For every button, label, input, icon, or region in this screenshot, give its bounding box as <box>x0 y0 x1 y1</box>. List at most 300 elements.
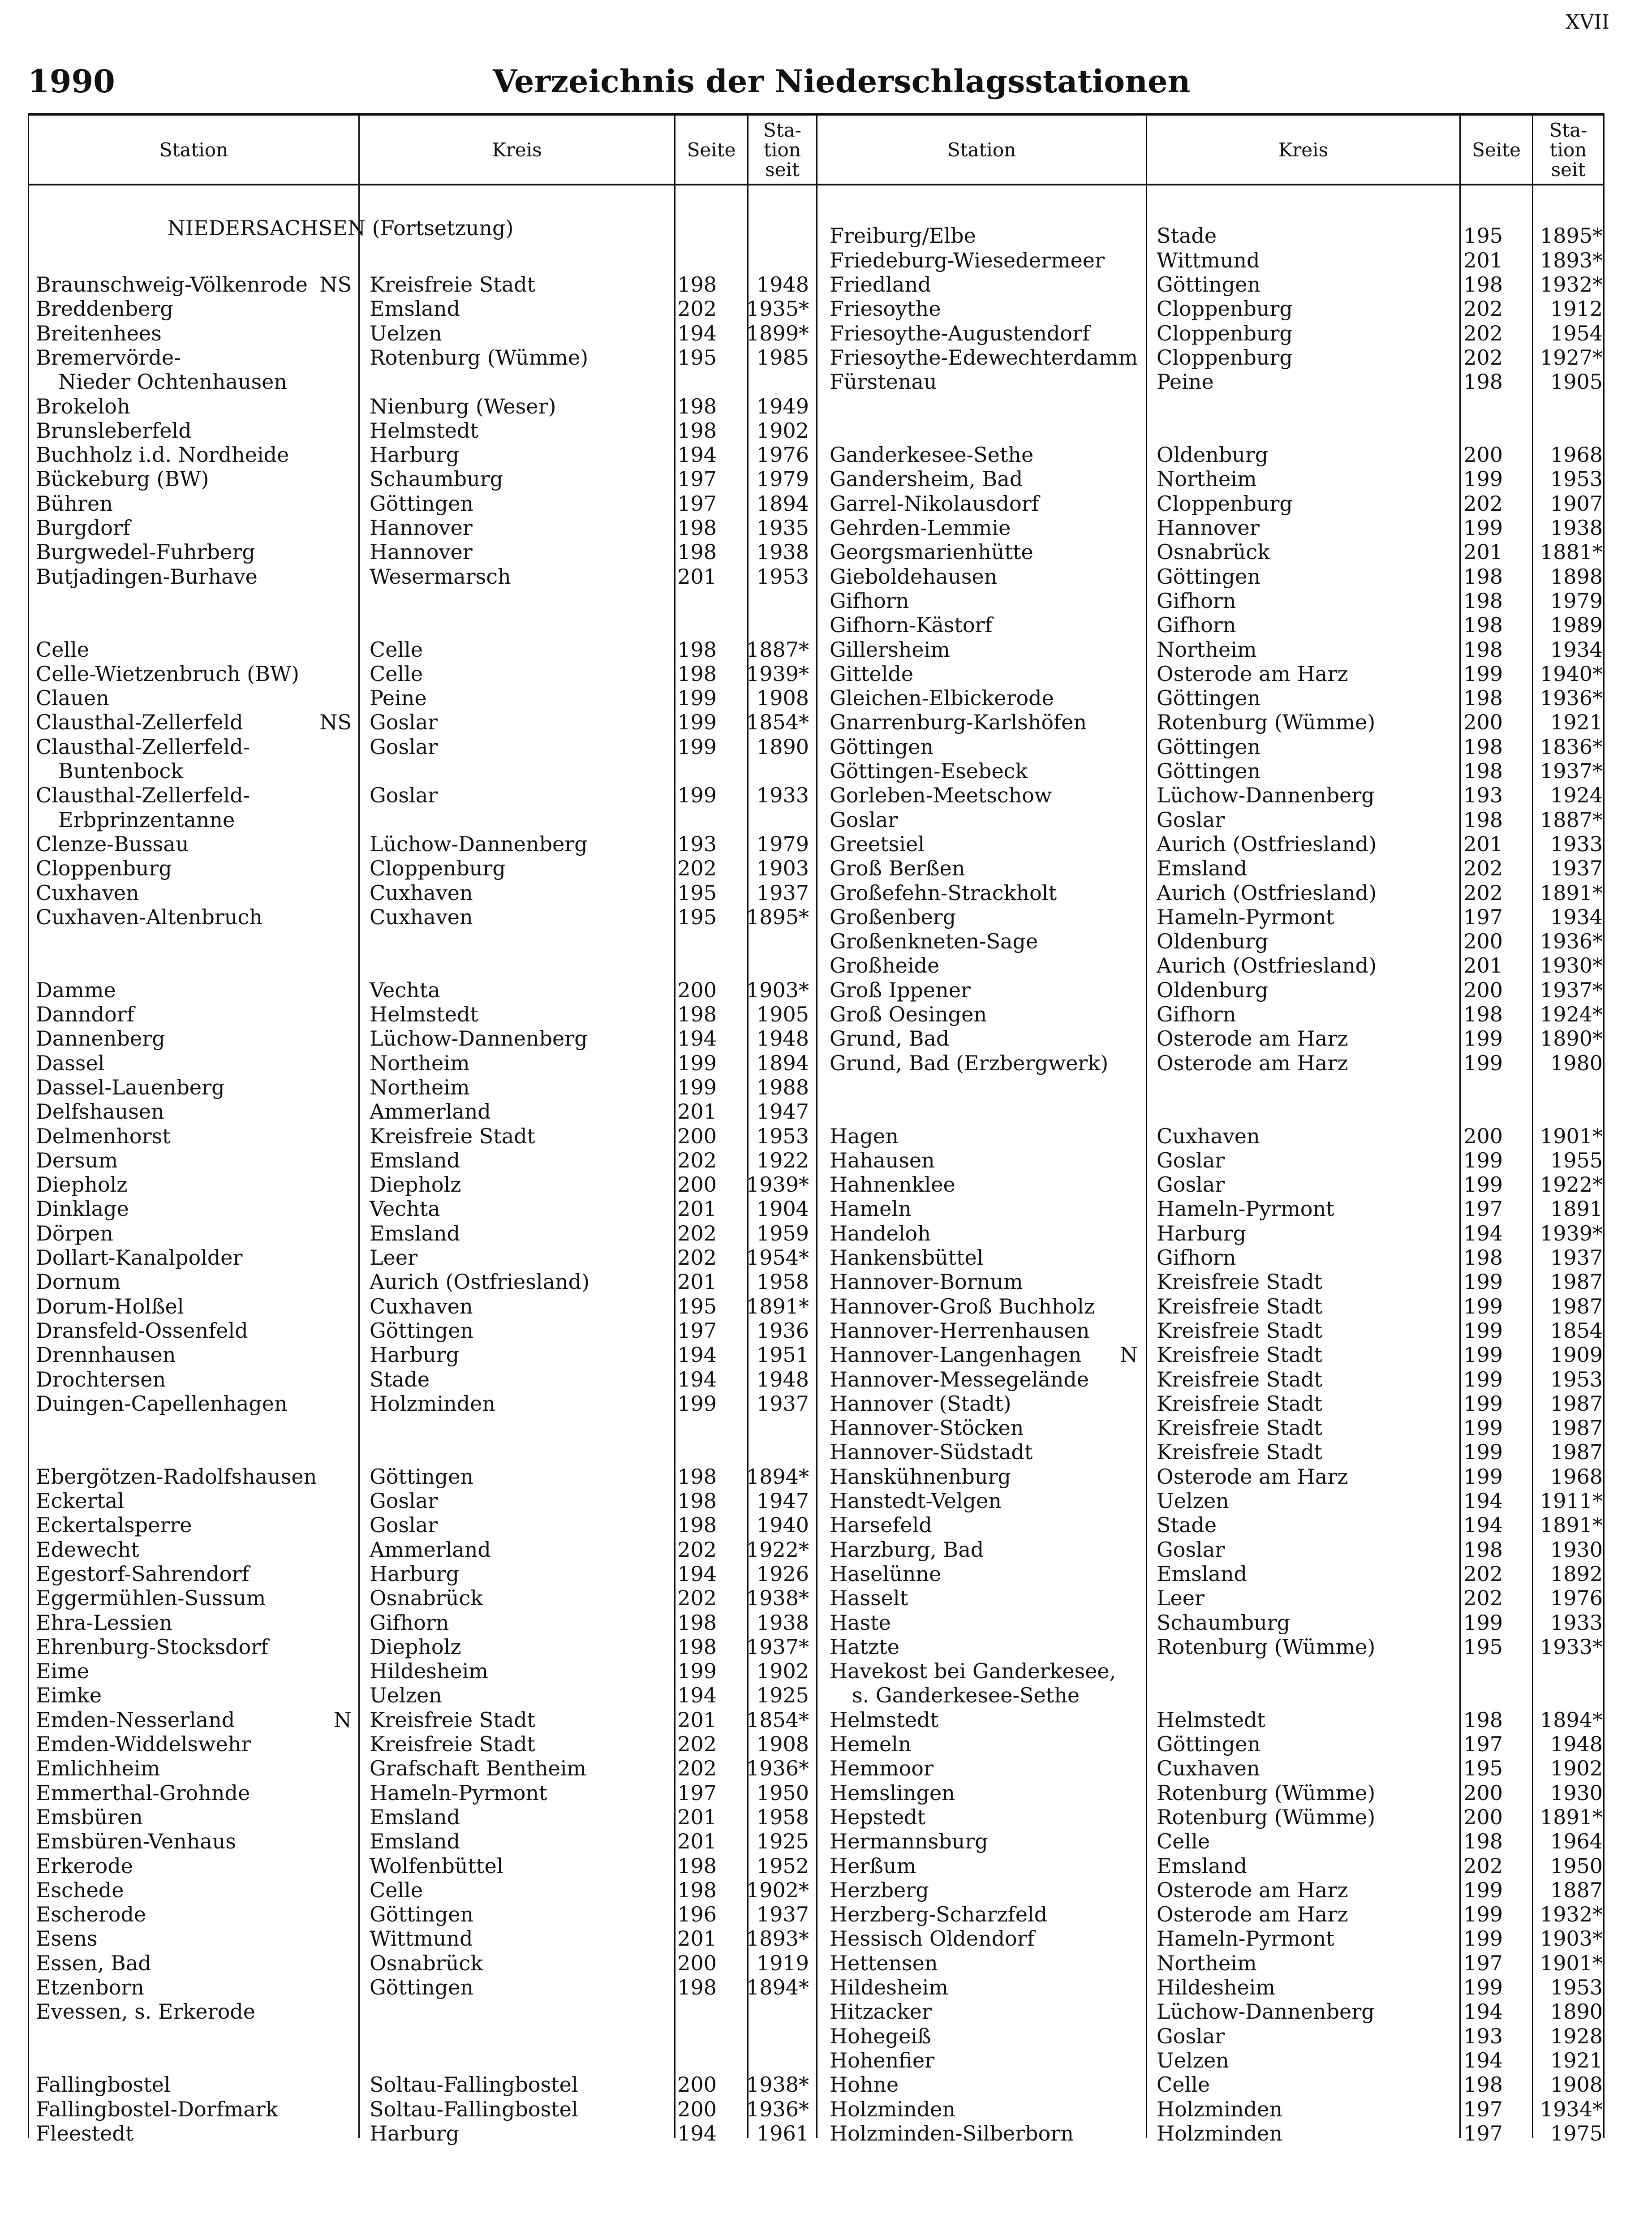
station-since: 1933 <box>1550 831 1603 856</box>
seite-number: 197 <box>1463 905 1503 929</box>
kreis-name: Emsland <box>1157 856 1248 881</box>
station-name: Hanstedt-Velgen <box>830 1489 1002 1513</box>
kreis-name: Goslar <box>370 1489 438 1513</box>
kreis-name: Uelzen <box>1157 1489 1229 1513</box>
table-row <box>0 881 1652 905</box>
seite-number: 194 <box>677 1367 717 1391</box>
station-name: Emmerthal-Grohnde <box>36 1780 250 1805</box>
station-since: 1894 <box>756 491 809 516</box>
station-since: 1893* <box>1540 248 1603 272</box>
kreis-name: Osterode am Harz <box>1157 661 1348 686</box>
kreis-name: Osnabrück <box>1157 540 1270 564</box>
station-since: 1938* <box>746 2072 809 2097</box>
table-row <box>0 783 1652 807</box>
header-seite-right: Seite <box>1472 139 1521 161</box>
seite-number: 198 <box>677 540 717 564</box>
station-since: 1892 <box>1550 1561 1603 1586</box>
station-since: 1987 <box>1550 1440 1603 1465</box>
station-since: 1937 <box>756 1902 809 1927</box>
station-since: 1979 <box>756 831 809 856</box>
kreis-name: Kreisfreie Stadt <box>1157 1416 1323 1440</box>
station-since: 1887* <box>1540 807 1603 832</box>
station-since: 1890 <box>756 734 809 759</box>
seite-number: 202 <box>677 856 717 881</box>
header-station-seit-line1: Sta- <box>1549 119 1587 141</box>
seite-number: 197 <box>677 491 717 516</box>
station-since: 1891* <box>1540 1805 1603 1829</box>
station-since: 1938* <box>746 1586 809 1611</box>
station-since: 1937* <box>1540 759 1603 783</box>
station-name: Hepstedt <box>830 1805 926 1829</box>
kreis-name: Gifhorn <box>370 1610 449 1635</box>
seite-number: 199 <box>1463 661 1503 686</box>
kreis-name: Hannover <box>370 516 473 540</box>
station-since: 1988 <box>756 1075 809 1099</box>
kreis-name: Harburg <box>370 2121 460 2145</box>
header-seite-left: Seite <box>687 139 736 161</box>
station-name: Hatzte <box>830 1634 899 1659</box>
station-since: 1891* <box>1540 1513 1603 1538</box>
seite-number: 198 <box>1463 588 1503 613</box>
station-name: Breitenhees <box>36 321 162 345</box>
seite-number: 197 <box>1463 1732 1503 1756</box>
station-name: Friesoythe-Edewechterdamm <box>830 345 1138 370</box>
header-station-right: Station <box>947 139 1016 161</box>
kreis-name: Hildesheim <box>370 1659 488 1684</box>
station-since: 1953 <box>756 1124 809 1148</box>
table-row <box>0 491 1652 516</box>
kreis-name: Göttingen <box>1157 272 1261 297</box>
seite-number: 200 <box>677 2072 717 2097</box>
seite-number: 200 <box>1463 1124 1503 1148</box>
station-name: Haste <box>830 1610 891 1635</box>
seite-number: 202 <box>1463 1586 1503 1611</box>
station-since: 1948 <box>1550 1732 1603 1756</box>
station-name: Dollart-Kanalpolder <box>36 1245 243 1270</box>
table-row <box>0 929 1652 953</box>
seite-number: 202 <box>677 1756 717 1781</box>
kreis-name: Helmstedt <box>370 1002 478 1026</box>
kreis-name: Cloppenburg <box>1157 297 1293 321</box>
station-name: Hanskühnenburg <box>830 1464 1011 1489</box>
seite-number: 200 <box>677 1172 717 1197</box>
station-since: 1954* <box>746 1245 809 1270</box>
seite-number: 193 <box>1463 783 1503 808</box>
station-since: 1924* <box>1540 1002 1603 1026</box>
header-kreis-left: Kreis <box>492 139 542 161</box>
kreis-name: Hannover <box>370 540 473 564</box>
station-name: Duingen-Capellenhagen <box>36 1391 288 1416</box>
station-since: 1958 <box>756 1805 809 1829</box>
seite-number: 202 <box>677 1221 717 1245</box>
kreis-name: Cuxhaven <box>370 880 473 905</box>
station-since: 1854* <box>746 710 809 735</box>
station-name: Herzberg-Scharzfeld <box>830 1902 1048 1927</box>
station-since: 1976 <box>1550 1586 1603 1611</box>
kreis-name: Gifhorn <box>1157 588 1236 613</box>
station-name: Fleestedt <box>36 2121 134 2145</box>
station-mark: NS <box>319 710 352 735</box>
seite-number: 202 <box>1463 856 1503 881</box>
table-row <box>0 1318 1652 1343</box>
kreis-name: Hameln-Pyrmont <box>1157 905 1334 929</box>
station-name: Georgsmarienhütte <box>830 540 1033 564</box>
kreis-name: Rotenburg (Wümme) <box>370 345 589 370</box>
kreis-name: Rotenburg (Wümme) <box>1157 1634 1376 1659</box>
header-station-seit-line2: tion <box>764 139 801 161</box>
seite-number: 195 <box>1463 224 1503 248</box>
table-row <box>0 2121 1652 2145</box>
station-since: 1935* <box>746 297 809 321</box>
table-row <box>0 735 1652 759</box>
station-name: Hameln <box>830 1197 912 1221</box>
station-name: Braunschweig-Völkenrode <box>36 272 308 297</box>
kreis-name: Cloppenburg <box>1157 345 1293 370</box>
kreis-name: Uelzen <box>1157 2048 1229 2072</box>
kreis-name: Kreisfreie Stadt <box>370 1732 536 1756</box>
station-since: 1933* <box>1540 1634 1603 1659</box>
seite-number: 199 <box>1463 1610 1503 1635</box>
seite-number: 198 <box>677 1513 717 1538</box>
station-since: 1987 <box>1550 1416 1603 1440</box>
kreis-name: Rotenburg (Wümme) <box>1157 1805 1376 1829</box>
seite-number: 198 <box>677 1464 717 1489</box>
seite-number: 199 <box>1463 1294 1503 1318</box>
kreis-name: Cuxhaven <box>1157 1124 1260 1148</box>
station-since: 1887* <box>746 637 809 662</box>
station-since: 1980 <box>1550 1051 1603 1075</box>
station-name: Cloppenburg <box>36 856 172 881</box>
kreis-name: Hildesheim <box>1157 1975 1275 1999</box>
kreis-name: Kreisfreie Stadt <box>1157 1343 1323 1367</box>
table-row <box>0 2072 1652 2097</box>
station-since: 1854 <box>1550 1318 1603 1343</box>
table-row <box>0 443 1652 467</box>
station-since: 1947 <box>756 1489 809 1513</box>
table-row <box>0 516 1652 540</box>
station-since: 1928 <box>1550 2024 1603 2048</box>
kreis-name: Schaumburg <box>1157 1610 1291 1635</box>
table-row <box>0 686 1652 710</box>
table-row <box>0 638 1652 662</box>
table-row <box>0 1124 1652 1148</box>
seite-number: 200 <box>677 2097 717 2121</box>
station-name: Herzberg <box>830 1878 929 1902</box>
station-name: Friesoythe <box>830 297 941 321</box>
kreis-name: Aurich (Ostfriesland) <box>1157 831 1377 856</box>
station-since: 1927* <box>1540 345 1603 370</box>
kreis-name: Celle <box>1157 2072 1210 2097</box>
seite-number: 201 <box>1463 248 1503 272</box>
seite-number: 198 <box>677 418 717 443</box>
station-since: 1909 <box>1550 1343 1603 1367</box>
seite-number: 198 <box>1463 1537 1503 1562</box>
station-since: 1902 <box>1550 1756 1603 1781</box>
kreis-name: Helmstedt <box>1157 1707 1265 1732</box>
table-row <box>0 1683 1652 1707</box>
kreis-name: Kreisfreie Stadt <box>1157 1367 1323 1391</box>
kreis-name: Soltau-Fallingbostel <box>370 2097 578 2121</box>
year: 1990 <box>28 63 115 100</box>
station-name: Hannover (Stadt) <box>830 1391 1011 1416</box>
table-row <box>0 370 1652 394</box>
kreis-name: Helmstedt <box>370 418 478 443</box>
station-name: Eschede <box>36 1878 124 1902</box>
seite-number: 202 <box>1463 1853 1503 1878</box>
kreis-name: Holzminden <box>1157 2121 1283 2145</box>
station-since: 1902* <box>746 1878 809 1902</box>
table-row <box>0 224 1652 248</box>
station-since: 1907 <box>1550 491 1603 516</box>
station-since: 1985 <box>756 345 809 370</box>
table-row <box>0 1611 1652 1635</box>
header-station-seit-line3: seit <box>1551 159 1586 181</box>
seite-number: 200 <box>1463 978 1503 1002</box>
station-since: 1979 <box>1550 588 1603 613</box>
station-since: 1939* <box>746 661 809 686</box>
seite-number: 198 <box>677 516 717 540</box>
table-row <box>0 1343 1652 1367</box>
station-since: 1904 <box>756 1197 809 1221</box>
seite-number: 198 <box>1463 2072 1503 2097</box>
kreis-name: Oldenburg <box>1157 929 1269 954</box>
kreis-name: Stade <box>1157 1513 1217 1538</box>
table-row <box>0 1367 1652 1391</box>
station-since: 1940* <box>1540 661 1603 686</box>
station-since: 1919 <box>756 1951 809 1975</box>
table-row <box>0 905 1652 929</box>
station-name: Cuxhaven-Altenbruch <box>36 905 262 929</box>
station-since: 1903 <box>756 856 809 881</box>
kreis-name: Goslar <box>370 783 438 808</box>
station-name: Hitzacker <box>830 1999 932 2024</box>
seite-number: 199 <box>677 1391 717 1416</box>
station-mark: N <box>333 1707 352 1732</box>
seite-number: 198 <box>1463 759 1503 783</box>
seite-number: 194 <box>677 1026 717 1051</box>
station-since: 1890 <box>1550 1999 1603 2024</box>
kreis-name: Gifhorn <box>1157 1245 1236 1270</box>
station-name: Cuxhaven <box>36 880 139 905</box>
station-name: Freiburg/Elbe <box>830 224 976 248</box>
kreis-name: Leer <box>1157 1586 1205 1611</box>
station-since: 1937* <box>746 1634 809 1659</box>
station-name: Delmenhorst <box>36 1124 171 1148</box>
station-since: 1975 <box>1550 2121 1603 2145</box>
table-row <box>0 321 1652 345</box>
station-since: 1953 <box>1550 467 1603 491</box>
seite-number: 198 <box>1463 370 1503 394</box>
seite-number: 197 <box>1463 2121 1503 2145</box>
station-name: Dassel-Lauenberg <box>36 1075 225 1099</box>
station-name: Großefehn-Strackholt <box>830 880 1057 905</box>
station-since: 1881* <box>1540 540 1603 564</box>
kreis-name: Harburg <box>1157 1221 1247 1245</box>
seite-number: 197 <box>677 1780 717 1805</box>
station-name: Eggermühlen-Sussum <box>36 1586 266 1611</box>
station-since: 1937 <box>1550 856 1603 881</box>
seite-number: 200 <box>677 1951 717 1975</box>
station-name: Nieder Ochtenhausen <box>58 370 288 394</box>
station-name: Garrel-Nikolausdorf <box>830 491 1039 516</box>
kreis-name: Osnabrück <box>370 1586 483 1611</box>
kreis-name: Kreisfreie Stadt <box>370 272 536 297</box>
station-since: 1958 <box>756 1270 809 1294</box>
station-since: 1891* <box>746 1294 809 1318</box>
kreis-name: Aurich (Ostfriesland) <box>1157 953 1377 978</box>
table-row <box>0 1221 1652 1245</box>
seite-number: 198 <box>677 1878 717 1902</box>
seite-number: 198 <box>1463 1245 1503 1270</box>
kreis-name: Kreisfreie Stadt <box>1157 1318 1323 1343</box>
seite-number: 193 <box>1463 2024 1503 2048</box>
station-name: Gittelde <box>830 661 914 686</box>
kreis-name: Cloppenburg <box>1157 491 1293 516</box>
kreis-name: Göttingen <box>1157 686 1261 711</box>
seite-number: 198 <box>1463 272 1503 297</box>
table-row <box>0 1756 1652 1780</box>
station-name: Erkerode <box>36 1853 133 1878</box>
seite-number: 198 <box>677 1634 717 1659</box>
station-since: 1902 <box>756 418 809 443</box>
table-row <box>0 1489 1652 1513</box>
station-since: 1932* <box>1540 1902 1603 1927</box>
station-name: Fallingbostel-Dorfmark <box>36 2097 278 2121</box>
station-name: Hasselt <box>830 1586 908 1611</box>
station-name: Hettensen <box>830 1951 938 1975</box>
seite-number: 198 <box>1463 686 1503 711</box>
kreis-name: Goslar <box>1157 2024 1225 2048</box>
kreis-name: Goslar <box>370 1513 438 1538</box>
kreis-name: Osterode am Harz <box>1157 1026 1348 1051</box>
station-name: Hannover-Stöcken <box>830 1416 1024 1440</box>
station-name: Groß Berßen <box>830 856 965 881</box>
station-since: 1953 <box>756 564 809 589</box>
seite-number: 198 <box>677 1002 717 1026</box>
kreis-name: Ammerland <box>370 1099 491 1124</box>
station-name: Bühren <box>36 491 113 516</box>
station-since: 1908 <box>756 686 809 711</box>
station-name: Brokeloh <box>36 394 130 418</box>
table-row <box>0 1513 1652 1537</box>
seite-number: 195 <box>677 880 717 905</box>
station-mark: N <box>1119 1343 1138 1367</box>
station-since: 1933 <box>1550 1610 1603 1635</box>
station-since: 1935 <box>756 516 809 540</box>
seite-number: 200 <box>1463 929 1503 954</box>
station-name: Hohenfier <box>830 2048 935 2072</box>
station-name: Evessen, s. Erkerode <box>36 1999 255 2024</box>
station-name: s. Ganderkesee-Sethe <box>852 1683 1080 1708</box>
kreis-name: Goslar <box>370 734 438 759</box>
table-row <box>0 1465 1652 1489</box>
station-name: Hohne <box>830 2072 899 2097</box>
station-name: Hannover-Bornum <box>830 1270 1023 1294</box>
seite-number: 199 <box>1463 1318 1503 1343</box>
table-row <box>0 1416 1652 1440</box>
station-since: 1894* <box>746 1464 809 1489</box>
station-name: Esens <box>36 1926 98 1951</box>
station-name: Dransfeld-Ossenfeld <box>36 1318 248 1343</box>
station-since: 1905 <box>1550 370 1603 394</box>
station-name: Hessisch Oldendorf <box>830 1926 1035 1951</box>
seite-number: 200 <box>1463 1805 1503 1829</box>
table-row <box>0 1902 1652 1926</box>
kreis-name: Emsland <box>1157 1561 1248 1586</box>
station-name: Diepholz <box>36 1172 128 1197</box>
kreis-name: Aurich (Ostfriesland) <box>370 1270 590 1294</box>
station-name: Hildesheim <box>830 1975 948 1999</box>
station-name: Essen, Bad <box>36 1951 151 1975</box>
header-station-seit-line2: tion <box>1549 139 1587 161</box>
station-name: Danndorf <box>36 1002 134 1026</box>
table-row <box>0 345 1652 370</box>
seite-number: 194 <box>1463 2048 1503 2072</box>
kreis-name: Schaumburg <box>370 467 503 491</box>
table-row <box>0 1586 1652 1610</box>
station-name: Dornum <box>36 1270 121 1294</box>
kreis-name: Wittmund <box>370 1926 473 1951</box>
kreis-name: Nienburg (Weser) <box>370 394 556 418</box>
seite-number: 198 <box>1463 1002 1503 1026</box>
seite-number: 199 <box>1463 1051 1503 1075</box>
station-since: 1934* <box>1540 2097 1603 2121</box>
seite-number: 198 <box>1463 613 1503 638</box>
station-name: Burgwedel-Fuhrberg <box>36 540 255 564</box>
kreis-name: Lüchow-Dannenberg <box>1157 1999 1375 2024</box>
station-name: Drennhausen <box>36 1343 176 1367</box>
kreis-name: Cuxhaven <box>370 905 473 929</box>
seite-number: 198 <box>1463 564 1503 589</box>
kreis-name: Hameln-Pyrmont <box>1157 1926 1334 1951</box>
seite-number: 202 <box>677 297 717 321</box>
station-name: Grund, Bad <box>830 1026 950 1051</box>
kreis-name: Göttingen <box>1157 734 1261 759</box>
seite-number: 199 <box>677 783 717 808</box>
table-row <box>0 953 1652 978</box>
station-since: 1911* <box>1540 1489 1603 1513</box>
station-since: 1901* <box>1540 1124 1603 1148</box>
seite-number: 197 <box>677 467 717 491</box>
seite-number: 199 <box>1463 467 1503 491</box>
kreis-name: Harburg <box>370 443 460 467</box>
header-station-seit-line1: Sta- <box>763 119 801 141</box>
station-name: Gleichen-Elbickerode <box>830 686 1054 711</box>
station-since: 1968 <box>1550 443 1603 467</box>
station-name: Dannenberg <box>36 1026 165 1051</box>
station-name: Hemeln <box>830 1732 912 1756</box>
station-since: 1898 <box>1550 564 1603 589</box>
station-name: Clauen <box>36 686 109 711</box>
table-row <box>0 1051 1652 1075</box>
station-name: Eckertal <box>36 1489 125 1513</box>
station-since: 1893* <box>746 1926 809 1951</box>
seite-number: 197 <box>1463 2097 1503 2121</box>
station-name: Herßum <box>830 1853 916 1878</box>
table-row <box>0 1002 1652 1026</box>
kreis-name: Stade <box>370 1367 430 1391</box>
station-name: Gifhorn <box>830 588 909 613</box>
station-name: Brunsleberfeld <box>36 418 192 443</box>
station-name: Bremervörde- <box>36 345 181 370</box>
station-since: 1894* <box>746 1975 809 1999</box>
station-since: 1937 <box>1550 1245 1603 1270</box>
station-name: Celle <box>36 637 90 662</box>
seite-number: 201 <box>1463 540 1503 564</box>
station-since: 1961 <box>756 2121 809 2145</box>
station-since: 1930 <box>1550 1780 1603 1805</box>
station-name: Breddenberg <box>36 297 173 321</box>
